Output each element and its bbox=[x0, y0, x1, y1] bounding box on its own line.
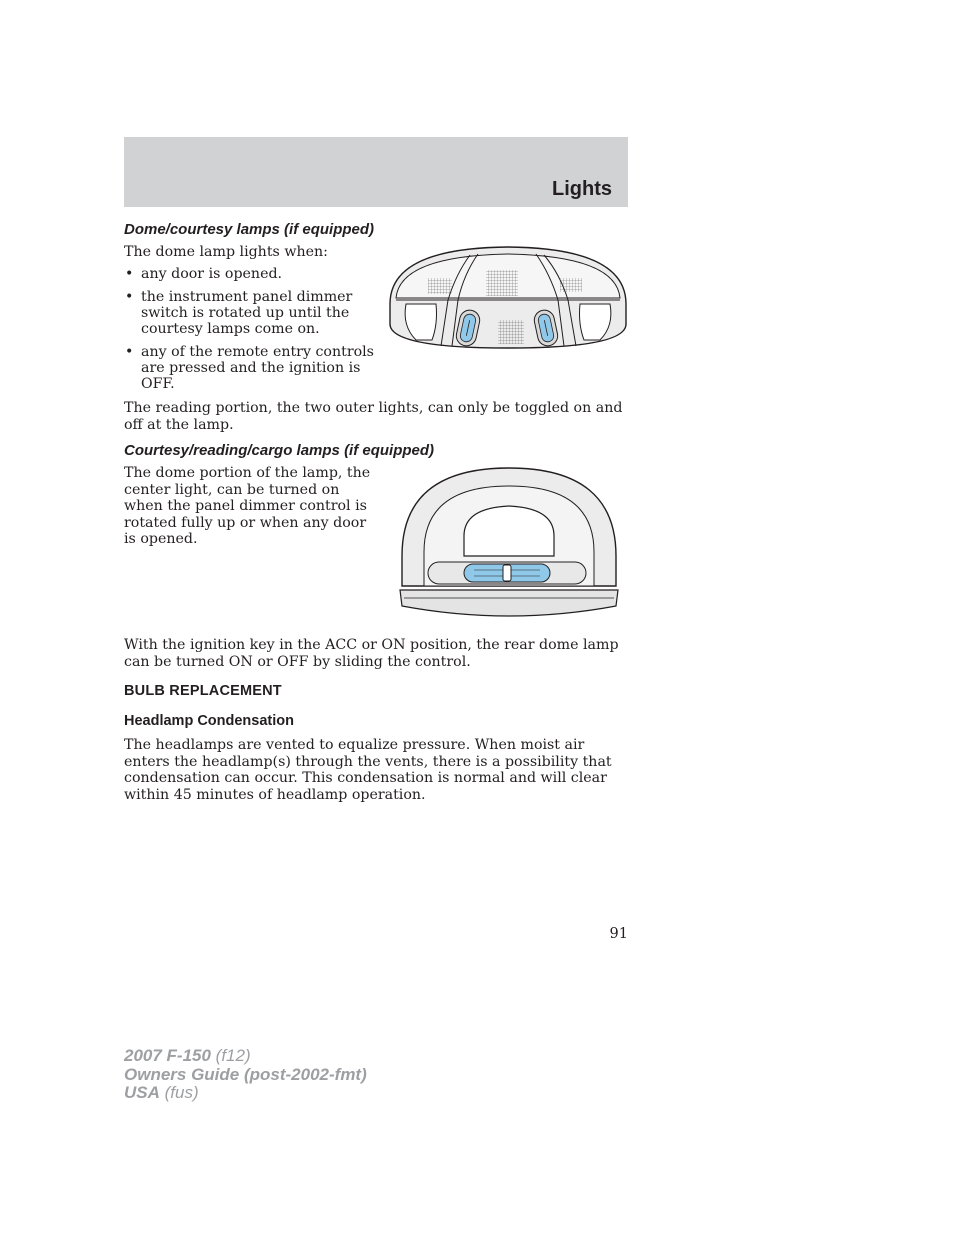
bullet-icon: • bbox=[125, 289, 134, 305]
dome-portion-text: The dome portion of the lamp, the center light, can be turned on when the panel dimmer control is rotated fully up or when any door is opened. bbox=[124, 465, 371, 547]
list-item: • any of the remote entry controls are pressed and the ignition is OFF. bbox=[125, 344, 374, 392]
reading-lights-note: The reading portion, the two outer lights, can only be toggled on and off at the lamp. bbox=[124, 400, 623, 433]
list-item: • any door is opened. bbox=[125, 266, 283, 282]
list-item: • the instrument panel dimmer switch is rotated up until the courtesy lamps come on. bbox=[125, 289, 353, 337]
bulb-replacement-heading: BULB REPLACEMENT bbox=[124, 683, 282, 699]
bullet-icon: • bbox=[125, 344, 134, 360]
dome-intro-text: The dome lamp lights when: bbox=[124, 244, 328, 260]
courtesy-reading-cargo-title: Courtesy/reading/cargo lamps (if equipped) bbox=[124, 442, 435, 459]
header-band bbox=[124, 137, 628, 207]
dome-courtesy-title: Dome/courtesy lamps (if equipped) bbox=[124, 221, 375, 238]
rear-dome-text: With the ignition key in the ACC or ON position, the rear dome lamp can be turned ON or OFF by sliding the control. bbox=[124, 637, 619, 670]
page-section-title: Lights bbox=[552, 178, 612, 200]
rear-dome-lamp-illustration bbox=[398, 466, 620, 622]
slider-knob bbox=[503, 565, 511, 581]
headlamp-condensation-heading: Headlamp Condensation bbox=[124, 713, 294, 729]
footer-doc-id: 2007 F-150 (f12) Owners Guide (post-2002-fmt) USA (fus) bbox=[124, 1046, 367, 1102]
condensation-text: The headlamps are vented to equalize pressure. When moist air enters the headlamp(s) through the vents, there is a possibility that condensation can occur. This condensation is normal and will clear within 45 minutes of headlamp operation. bbox=[124, 737, 612, 803]
bullet-icon: • bbox=[125, 266, 134, 282]
page-number: 91 bbox=[609, 926, 628, 942]
dome-conditions-list bbox=[124, 266, 374, 399]
dome-lamp-illustration bbox=[386, 244, 630, 352]
